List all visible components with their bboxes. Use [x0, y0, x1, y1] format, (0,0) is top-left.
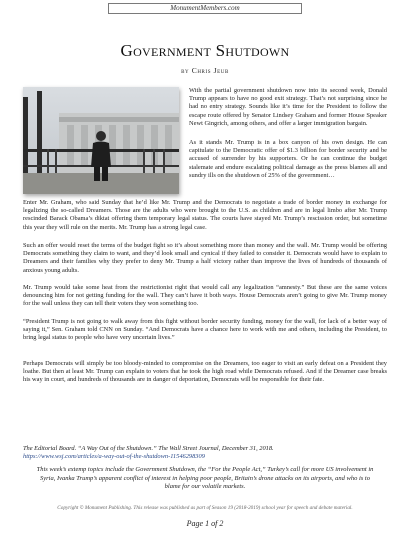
paragraph-6: “President Trump is not going to walk away from this fight without border security funding, money for the wall, for lack of a better way of saying it,” Sen. Graham told CNN on Sunday. “And Democrats have a chance here to work with me and others, including the President, to bring legal status to people who have very uncertain lives.” — [23, 318, 387, 342]
paragraph-3: Enter Mr. Graham, who said Sunday that he’d like Mr. Trump and the Democrats to negotiate a trade of border money in exchange for legalizing the so-called Dreamers. Those are the adults who were brought to the U.S. as children and are in legal limbo after Mr. Trump rescinded Barack Obama’s diktat offering them temporary legal status. The courts have stayed Mr. Trump’s rescission order, but sometime this year they will rule on the merits. Mr. Trump has a strong legal case. — [23, 199, 387, 231]
paragraph-5: Mr. Trump would take some heat from the restrictionist right that would call any legalization “amnesty.” But these are the same voices denouncing him for not getting funding for the wall. They can’t have it both ways. House Democrats aren’t going to give Mr. Trump money for the wall unless they can tell their voters they won something too. — [23, 284, 387, 308]
citation-link[interactable]: https://www.wsj.com/articles/a-way-out-of-the-shutdown-11546298309 — [23, 453, 205, 461]
article-photo — [23, 87, 179, 194]
paragraph-7: Perhaps Democrats will simply be too bloody-minded to compromise on the Dreamers, too eager to visit an early defeat on a President they loathe. But then at least Mr. Trump can explain to voters that he took the high road while Democrats refused. And if the Dreamer case breaks his way in court, and hundreds of thousands are in danger of deportation, Democrats will be responsible for their fate. — [23, 360, 387, 384]
article-citation — [23, 445, 387, 461]
topics-summary: This week’s extemp topics include the Government Shutdown, the “For the People Act,” Turkey’s call for more US involvement in Syria, Ivanka Trump’s apparent conflict of interest in helping poor people, Britain’s drone attacks on its airports, and who is to blame for our volatile markets. — [36, 466, 374, 491]
capitol-guard-illustration — [23, 87, 179, 194]
paragraph-4: Such an offer would reset the terms of the budget fight so it’s about something more than money and the wall. Mr. Trump would be offering Democrats something they claim to want, and they’d look small and cynical if they failed to consider it. Democrats would have to explain to Dreamers and their families why they prefer to deny Mr. Trump a half victory rather than improve the lives of hundreds of thousands of anxious young adults. — [23, 242, 387, 274]
article-byline: by Chris Jeub — [181, 66, 229, 75]
citation-text: The Editorial Board. “A Way Out of the Shutdown.” The Wall Street Journal, December 31, 2018. — [23, 445, 274, 452]
paragraph-1: With the partial government shutdown now into its second week, Donald Trump appears to have no good exit strategy. That’s not surprising since he had no entry strategy. Sounds like it’s time for the President to follow the escape route offered by Senator Lindsey Graham and former House Speaker Newt Gingrich, among others, and offer a larger immigration bargain. — [189, 87, 387, 127]
copyright-notice: Copyright © Monument Publishing. This release was published as part of Season 19 (2018-2019) school year for speech and debate material. — [57, 505, 353, 511]
site-header-box: MonumentMembers.com — [108, 3, 302, 14]
paragraph-2: As it stands Mr. Trump is in a box canyon of his own design. He can capitulate to the Democratic offer of $1.3 billion for border security and be accused of surrender by his supporters. Or he can continue the budget stalemate and endure escalating political damage as the press blames all and sundry ills on the shutdown of 25% of the government… — [189, 139, 387, 179]
page-number: Page 1 of 2 — [186, 519, 224, 528]
article-title: Government Shutdown — [120, 41, 290, 60]
